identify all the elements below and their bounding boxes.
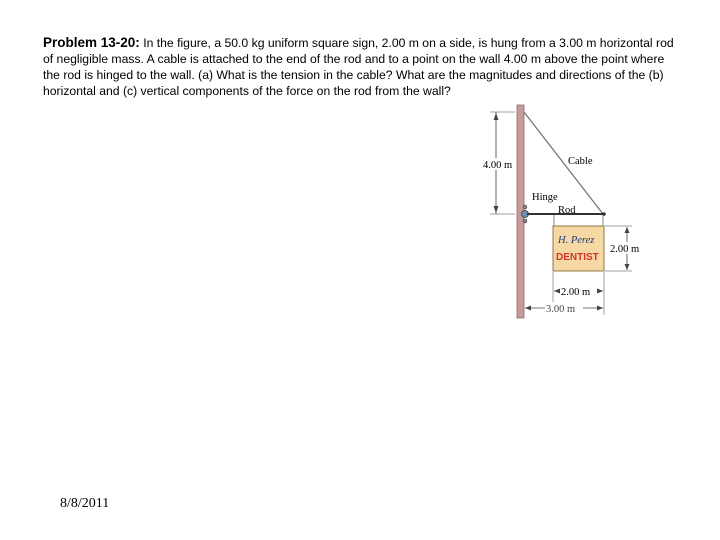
problem-statement <box>43 35 683 99</box>
dentist-sign <box>553 226 604 271</box>
cable-label: Cable <box>568 156 593 167</box>
physics-figure <box>470 100 660 325</box>
arrow-up-icon <box>625 227 630 233</box>
sign-title: DENTIST <box>556 252 599 263</box>
sign-name: H. Perez <box>558 235 595 246</box>
sign-height-label: 2.00 m <box>610 244 640 255</box>
arrow-right-icon <box>597 289 603 294</box>
problem-text: In the figure, a 50.0 kg uniform square sign, 2.00 m on a side, is hung from a 3.00 m horizontal rod of negligible mass. A cable is attached to the end of the rod and to a point on the wall 4.00 m above the point where the rod is hinged to the wall. (a) What is the tension in the cable? What are the magnitudes and directions of the (b) horizontal and (c) vertical components of the force on the rod from the wall? <box>43 36 674 98</box>
arrow-down-icon <box>625 264 630 270</box>
arrow-up-icon <box>494 113 499 120</box>
arrow-left-icon <box>525 306 531 311</box>
arrow-down-icon <box>494 206 499 213</box>
rod-label: Rod <box>558 205 576 216</box>
footer-date: 8/8/2011 <box>60 496 110 511</box>
wall-height-label: 4.00 m <box>483 160 513 171</box>
arrow-right-icon <box>597 306 603 311</box>
hinge-label: Hinge <box>532 192 558 203</box>
sign-width-label: 2.00 m <box>561 287 591 298</box>
problem-label: Problem 13-20: <box>43 35 140 50</box>
rod-length-label: 3.00 m <box>546 304 576 315</box>
arrow-left-icon <box>554 289 560 294</box>
